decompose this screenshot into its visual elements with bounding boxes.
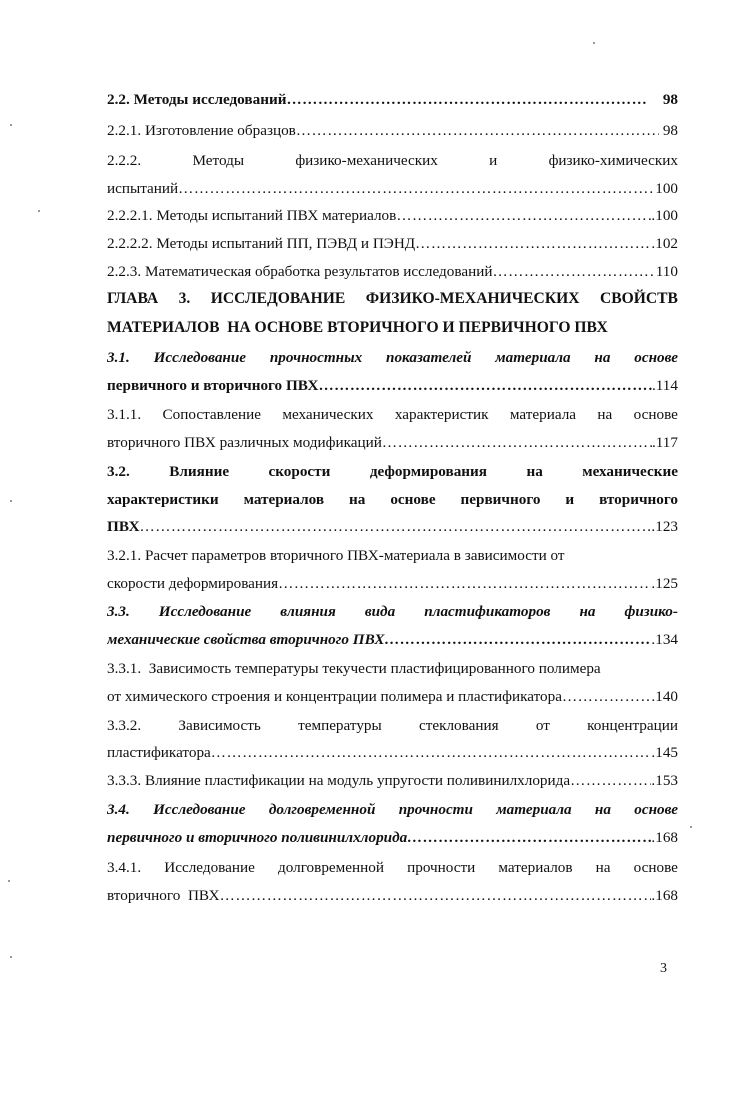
toc-entry-title: вторичного ПВХ различных модификаций <box>107 434 382 451</box>
toc-word: температуры <box>298 717 382 734</box>
scan-speck <box>690 826 692 828</box>
toc-word: на <box>349 491 366 508</box>
toc-entry-3-2-1-cont[interactable] <box>107 574 678 594</box>
toc-word: прочности <box>407 859 476 876</box>
toc-word: основе <box>633 859 678 876</box>
toc-entry-3-1-1-cont[interactable] <box>107 433 678 453</box>
toc-leader-dots <box>570 771 651 791</box>
toc-word: основе <box>634 349 678 366</box>
toc-entry-title: 2.2.2.2. Методы испытаний ПП, ПЭВД и ПЭНД <box>107 235 416 252</box>
toc-word: материала <box>495 349 571 366</box>
toc-entry-3-2[interactable] <box>107 462 678 482</box>
toc-chapter-3-heading[interactable] <box>107 289 678 309</box>
toc-word: на <box>595 859 611 876</box>
toc-word: Методы <box>192 152 245 169</box>
toc-entry-title: 2.2.1. Изготовление образцов <box>107 122 296 139</box>
toc-word: от <box>535 717 550 734</box>
toc-word: материала <box>509 406 577 423</box>
toc-entry-title: ПВХ <box>107 518 140 535</box>
toc-page-number: .145 <box>651 744 678 761</box>
toc-word: физико- <box>624 603 678 620</box>
toc-word: 2.2.2. <box>107 152 142 169</box>
toc-leader-dots <box>211 743 652 763</box>
toc-leader-dots <box>220 886 652 906</box>
toc-leader-dots <box>492 262 655 282</box>
toc-entry-3-2-line2[interactable] <box>107 490 678 510</box>
toc-leader-dots <box>296 121 659 141</box>
toc-word: материала <box>496 801 572 818</box>
toc-entry-2-2-2[interactable] <box>107 151 678 171</box>
toc-entry-3-2-cont[interactable] <box>107 517 678 537</box>
toc-entry-title: 2.2.2.1. Методы испытаний ПВХ материалов <box>107 207 397 224</box>
toc-word: Исследование <box>164 859 255 876</box>
scan-speck <box>10 124 12 126</box>
toc-page-number: 100 <box>655 180 678 197</box>
toc-word: материалов <box>498 859 573 876</box>
toc-word: физико-механических <box>295 152 438 169</box>
toc-word: Влияние <box>169 463 230 480</box>
toc-word: Исследование <box>153 801 246 818</box>
scan-speck <box>10 500 12 502</box>
toc-entry-3-1[interactable] <box>107 348 678 368</box>
toc-entry-title: механические свойства вторичного ПВХ <box>107 631 385 648</box>
toc-entry-3-4-cont[interactable] <box>107 828 678 848</box>
toc-entry-3-3-2-cont[interactable] <box>107 743 678 763</box>
toc-leader-dots <box>140 517 652 537</box>
toc-entry-title: первичного и вторичного поливинилхлорида <box>107 829 408 846</box>
toc-page-number: .125 <box>651 575 678 592</box>
toc-word: 3.2. <box>107 463 130 480</box>
toc-word: скорости <box>268 463 331 480</box>
toc-page-number: .117 <box>651 434 678 451</box>
toc-leader-dots <box>415 234 651 254</box>
toc-page-number: .168 <box>651 887 678 904</box>
toc-page-number: .114 <box>651 377 678 394</box>
toc-chapter-3-heading-cont[interactable]: МАТЕРИАЛОВ НА ОСНОВЕ ВТОРИЧНОГО И ПЕРВИЧНОГО ПВХ <box>107 319 608 336</box>
scan-speck <box>8 880 10 882</box>
toc-leader-dots <box>278 574 651 594</box>
toc-page-number: .153 <box>651 772 678 789</box>
toc-word: долговременной <box>268 801 376 818</box>
toc-word: 3.1. <box>107 349 130 366</box>
toc-word: вида <box>364 603 396 620</box>
toc-leader-dots <box>407 828 651 848</box>
toc-word: механических <box>282 406 374 423</box>
toc-word: пластификаторов <box>424 603 551 620</box>
toc-leader-dots <box>562 687 651 707</box>
toc-entry-2-2-2-cont[interactable] <box>107 179 678 199</box>
toc-leader-dots <box>382 433 652 453</box>
toc-entry-2-2[interactable] <box>107 90 678 110</box>
toc-entry-title: 3.3.3. Влияние пластификации на модуль упругости поливинилхлорида <box>107 772 571 789</box>
toc-word: материалов <box>243 491 325 508</box>
toc-word: на <box>597 406 613 423</box>
toc-word: ФИЗИКО-МЕХАНИЧЕСКИХ <box>365 290 580 307</box>
toc-entry-3-3-3[interactable] <box>107 771 678 791</box>
toc-entry-title: 2.2. Методы исследований <box>107 91 287 108</box>
toc-word: концентрации <box>587 717 678 734</box>
toc-word: на <box>594 801 611 818</box>
toc-word: Зависимость <box>178 717 261 734</box>
toc-word: характеристик <box>394 406 489 423</box>
toc-word: долговременной <box>278 859 384 876</box>
toc-entry-3-4-1[interactable] <box>107 858 678 878</box>
toc-word: 3.1.1. <box>107 406 142 423</box>
toc-entry-title: испытаний <box>107 180 179 197</box>
toc-entry-title: пластификатора <box>107 744 211 761</box>
toc-word: 3.4. <box>107 801 130 818</box>
toc-word: основе <box>633 406 678 423</box>
toc-word: на <box>579 603 596 620</box>
page-number: 3 <box>660 961 667 976</box>
toc-entry-title: 2.2.3. Математическая обработка результатов исследований <box>107 263 493 280</box>
toc-entry-2-2-1[interactable] <box>107 121 678 141</box>
toc-entry-title: от химического строения и концентрации полимера и пластификатора <box>107 688 562 705</box>
toc-entry-3-3[interactable] <box>107 602 678 622</box>
toc-page-number: .102 <box>651 235 678 252</box>
toc-entry-3-2-1[interactable]: 3.2.1. Расчет параметров вторичного ПВХ-материала в зависимости от <box>107 547 565 564</box>
toc-word: на <box>594 349 611 366</box>
toc-word: вторичного <box>599 491 678 508</box>
toc-word: СВОЙСТВ <box>599 290 678 307</box>
toc-word: ИССЛЕДОВАНИЕ <box>210 290 346 307</box>
toc-word: 3.4.1. <box>107 859 142 876</box>
scan-speck <box>593 42 595 44</box>
toc-entry-title: первичного и вторичного ПВХ <box>107 377 319 394</box>
toc-word: прочностных <box>269 349 363 366</box>
toc-word: и <box>565 491 575 508</box>
toc-word: ГЛАВА <box>107 290 159 307</box>
toc-word: Исследование <box>158 603 252 620</box>
toc-word: Сопоставление <box>162 406 261 423</box>
toc-leader-dots <box>318 376 652 396</box>
toc-word: показателей <box>386 349 472 366</box>
toc-page-number: 110 <box>655 263 678 280</box>
toc-word: характеристики <box>107 491 219 508</box>
toc-word: деформирования <box>369 463 488 480</box>
toc-word: механические <box>582 463 678 480</box>
toc-entry-3-1-cont[interactable] <box>107 376 678 396</box>
toc-word: 3.3. <box>107 603 130 620</box>
toc-leader-dots <box>286 90 646 110</box>
scan-speck <box>38 210 40 212</box>
toc-entry-2-2-2-1[interactable] <box>107 206 678 226</box>
toc-entry-3-1-1[interactable] <box>107 405 678 425</box>
toc-entry-3-4[interactable] <box>107 800 678 820</box>
toc-page-number: .123 <box>651 518 678 535</box>
toc-entry-3-3-1[interactable]: 3.3.1. Зависимость температуры текучести пластифицированного полимера <box>107 660 601 677</box>
toc-word: 3.3.2. <box>107 717 142 734</box>
toc-page-number: .168 <box>651 829 678 846</box>
toc-page-number: 98 <box>662 91 678 108</box>
toc-leader-dots <box>178 179 655 199</box>
toc-word: физико-химических <box>548 152 678 169</box>
toc-entry-title: скорости деформирования <box>107 575 279 592</box>
toc-page-number: .100 <box>651 207 678 224</box>
scan-speck <box>10 956 12 958</box>
toc-word: 3. <box>178 290 191 307</box>
toc-entry-title: вторичного ПВХ <box>107 887 220 904</box>
toc-word: на <box>526 463 543 480</box>
toc-entry-3-3-2[interactable] <box>107 716 678 736</box>
toc-page-number: .134 <box>651 631 678 648</box>
toc-leader-dots <box>384 630 651 650</box>
toc-word: стеклования <box>418 717 499 734</box>
toc-word: прочности <box>398 801 473 818</box>
toc-page-number: 98 <box>662 122 678 139</box>
toc-word: Исследование <box>153 349 247 366</box>
toc-entry-3-3-cont[interactable] <box>107 630 678 650</box>
toc-page-number: .140 <box>651 688 678 705</box>
toc-word: первичного <box>460 491 541 508</box>
toc-entry-2-2-2-2[interactable] <box>107 234 678 254</box>
toc-entry-3-4-1-cont[interactable] <box>107 886 678 906</box>
toc-leader-dots <box>396 206 651 226</box>
toc-entry-3-3-1-cont[interactable] <box>107 687 678 707</box>
toc-word: влияния <box>280 603 336 620</box>
toc-word: и <box>489 152 498 169</box>
toc-word: основе <box>390 491 436 508</box>
toc-word: основе <box>634 801 678 818</box>
toc-entry-2-2-3[interactable] <box>107 262 678 282</box>
